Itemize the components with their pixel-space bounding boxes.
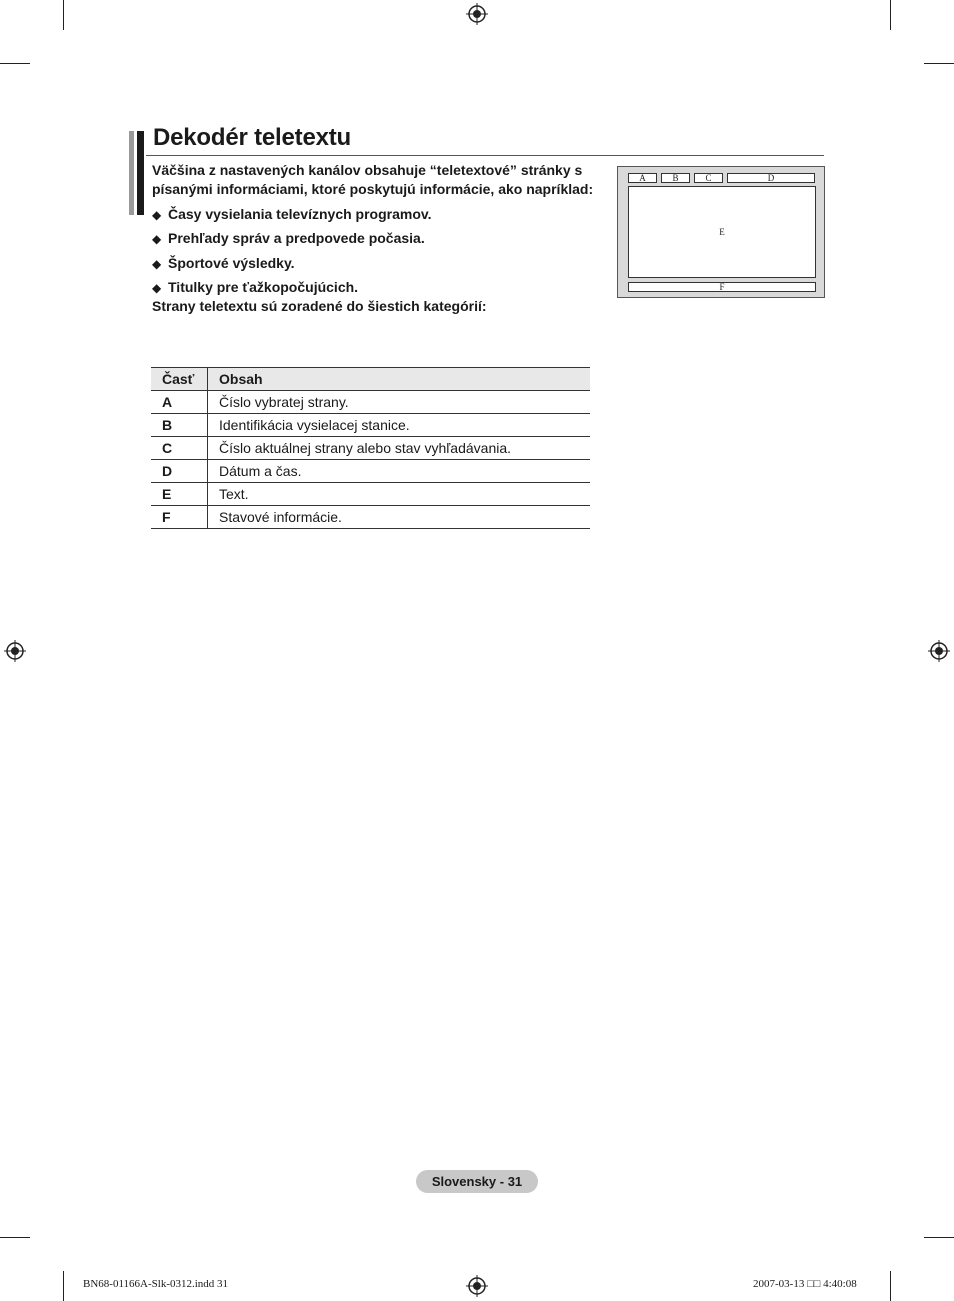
diagram-box-c: C (694, 173, 723, 183)
registration-mark-icon (466, 1275, 488, 1297)
table-cell-part: B (151, 414, 208, 437)
bullet-text: Titulky pre ťažkopočujúcich. (168, 279, 359, 295)
diamond-bullet-icon: ◆ (152, 232, 162, 246)
crop-mark (63, 1271, 64, 1301)
page-number-badge: Slovensky - 31 (416, 1170, 538, 1193)
table-row (151, 391, 590, 414)
page-title: Dekodér teletextu (153, 124, 351, 151)
diagram-box-b: B (661, 173, 690, 183)
bullet-item (152, 255, 295, 271)
bullet-item (152, 206, 432, 222)
crop-mark (0, 1237, 30, 1238)
crop-mark (924, 1237, 954, 1238)
table-row (151, 414, 590, 437)
crop-mark (924, 63, 954, 64)
date-info: 2007-03-13 □□ 4:40:08 (753, 1278, 857, 1290)
crop-mark (890, 0, 891, 30)
diagram-box-e: E (628, 186, 816, 278)
table-row (151, 437, 590, 460)
table-cell-content: Text. (208, 483, 591, 506)
table-cell-content: Stavové informácie. (208, 506, 591, 529)
table-header-row (151, 368, 590, 391)
file-info: BN68-01166A-Slk-0312.indd 31 (83, 1278, 229, 1290)
crop-mark (0, 63, 30, 64)
categories-sentence: Strany teletextu sú zoradené do šiestich kategórií: (152, 298, 487, 314)
table-row (151, 483, 590, 506)
bullet-item (152, 230, 425, 246)
diamond-bullet-icon: ◆ (152, 281, 162, 295)
table-header-cell: Obsah (208, 368, 591, 391)
teletext-screen-diagram (617, 166, 825, 298)
diagram-box-d: D (727, 173, 815, 183)
diagram-box-a: A (628, 173, 657, 183)
crop-mark (63, 0, 64, 30)
table-row (151, 460, 590, 483)
table-cell-part: E (151, 483, 208, 506)
table-cell-content: Číslo vybratej strany. (208, 391, 591, 414)
table-cell-part: C (151, 437, 208, 460)
registration-mark-icon (4, 640, 26, 662)
section-bar-dark (137, 131, 144, 215)
diagram-box-f: F (628, 282, 816, 292)
bullet-text: Časy vysielania televíznych programov. (168, 206, 432, 222)
intro-text-line1: Väčšina z nastavených kanálov obsahuje “teletextové” stránky s (152, 162, 583, 178)
bullet-text: Športové výsledky. (168, 255, 295, 271)
diamond-bullet-icon: ◆ (152, 257, 162, 271)
table-cell-content: Identifikácia vysielacej stanice. (208, 414, 591, 437)
registration-mark-icon (466, 3, 488, 25)
category-table (151, 367, 590, 529)
crop-mark (890, 1271, 891, 1301)
table-cell-part: A (151, 391, 208, 414)
table-header-cell: Časť (151, 368, 208, 391)
section-bar-light (129, 131, 134, 215)
bullet-text: Prehľady správ a predpovede počasia. (168, 230, 425, 246)
registration-mark-icon (928, 640, 950, 662)
table-cell-part: F (151, 506, 208, 529)
table-cell-content: Dátum a čas. (208, 460, 591, 483)
title-divider (146, 155, 824, 156)
table-row (151, 506, 590, 529)
intro-text-line2: písanými informáciami, ktoré poskytujú informácie, ako napríklad: (152, 181, 594, 197)
diamond-bullet-icon: ◆ (152, 208, 162, 222)
table-cell-part: D (151, 460, 208, 483)
table-cell-content: Číslo aktuálnej strany alebo stav vyhľadávania. (208, 437, 591, 460)
bullet-item (152, 279, 358, 295)
